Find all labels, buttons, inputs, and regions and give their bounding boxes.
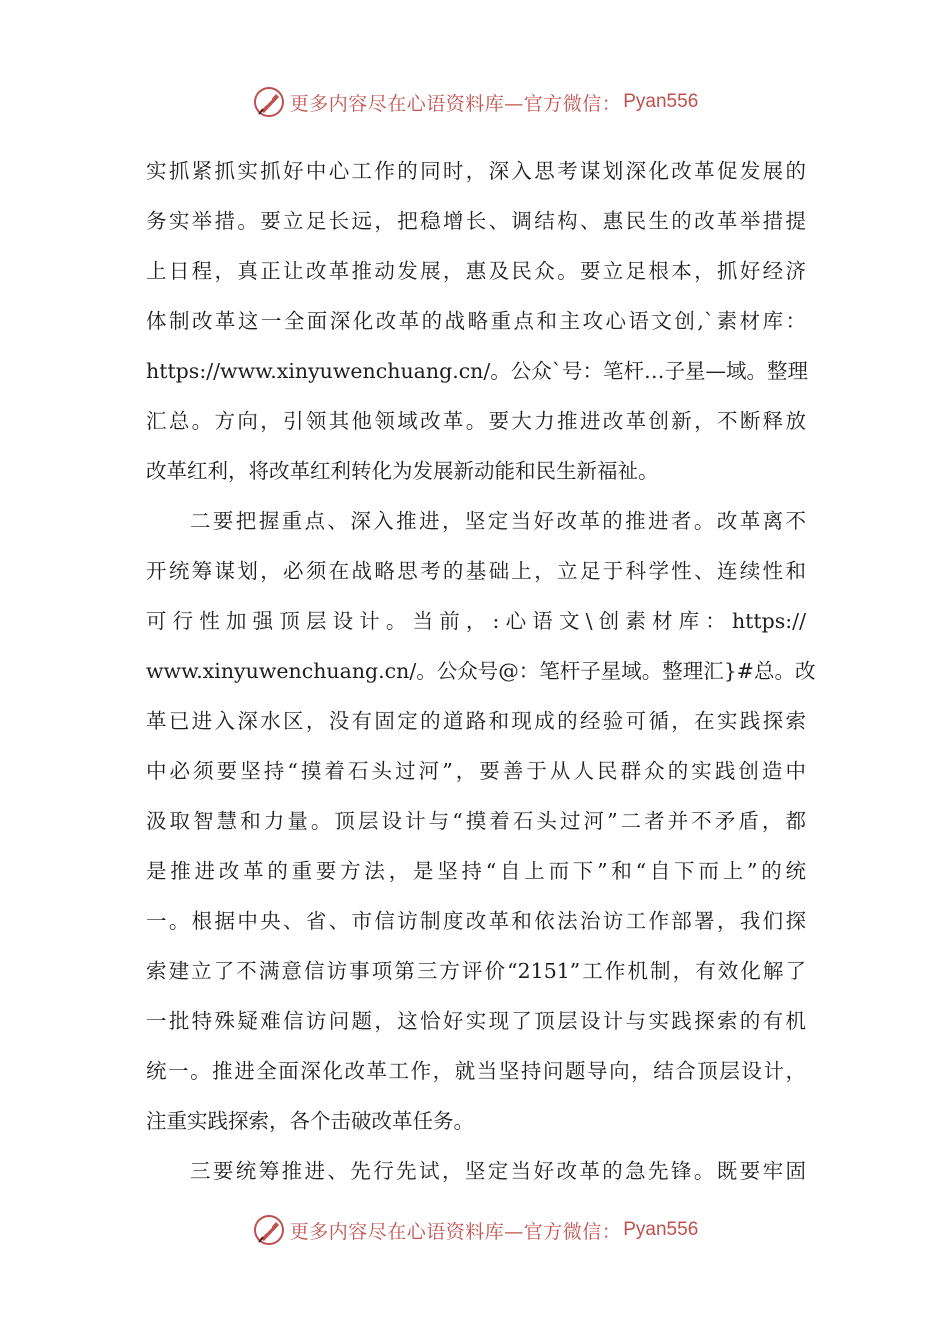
text-line: 三要统筹推进、先行先试，坚定当好改革的急先锋。既要牢固 xyxy=(190,1159,806,1183)
text-line: 开统筹谋划，必须在战略思考的基础上，立足于科学性、连续性和 xyxy=(146,559,806,583)
text-line: 汇总。方向，引领其他领域改革。要大力推进改革创新，不断释放 xyxy=(146,409,806,433)
quill-pen-logo-icon xyxy=(252,85,286,119)
text-line: 中必须要坚持“摸着石头过河”，要善于从人民群众的实践创造中 xyxy=(146,759,806,783)
text-line: 统一。推进全面深化改革工作，就当坚持问题导向，结合顶层设计， xyxy=(146,1059,806,1083)
text-line: www.xinyuwenchuang.cn/。公众号@：笔杆子星域。整理汇}#总。改 xyxy=(146,659,816,683)
banner-wechat-id: Pyan556 xyxy=(623,1219,699,1240)
text-line: 是推进改革的重要方法，是坚持“自上而下”和“自下而上”的统 xyxy=(146,859,806,883)
banner-wechat-id: Pyan556 xyxy=(623,91,699,112)
paragraph xyxy=(146,146,809,496)
text-line: 革已进入深水区，没有固定的道路和现成的经验可循，在实践探索 xyxy=(146,709,806,733)
footer-banner xyxy=(0,1210,950,1250)
text-line: 体制改革这一全面深化改革的战略重点和主攻心语文创,`素材库： xyxy=(146,309,806,333)
text-line: 索建立了不满意信访事项第三方评价“2151”工作机制，有效化解了 xyxy=(146,959,806,983)
text-line: 改革红利，将改革红利转化为发展新动能和民生新福祉。 xyxy=(146,459,659,483)
text-line: 汲取智慧和力量。顶层设计与“摸着石头过河”二者并不矛盾，都 xyxy=(146,809,806,833)
banner-text: 更多内容尽在心语资料库—官方微信： xyxy=(289,1220,622,1243)
banner-text: 更多内容尽在心语资料库—官方微信： xyxy=(289,92,622,115)
document-body xyxy=(146,146,816,1196)
text-line: 实抓紧抓实抓好中心工作的同时，深入思考谋划深化改革促发展的 xyxy=(146,159,806,183)
text-line: 一批特殊疑难信访问题，这恰好实现了顶层设计与实践探索的有机 xyxy=(146,1009,806,1033)
text-line: 一。根据中央、省、市信访制度改革和依法治访工作部署，我们探 xyxy=(146,909,806,933)
paragraph xyxy=(146,496,816,1146)
text-line: 务实举措。要立足长远，把稳增长、调结构、惠民生的改革举措提 xyxy=(146,209,806,233)
text-line: 上日程，真正让改革推动发展，惠及民众。要立足根本，抓好经济 xyxy=(146,259,806,283)
header-banner xyxy=(0,82,950,122)
quill-pen-logo-icon xyxy=(252,1213,286,1247)
paragraph xyxy=(146,1146,806,1196)
text-line: https://www.xinyuwenchuang.cn/。公众`号：笔杆…子星—域。整理 xyxy=(146,359,809,383)
text-line: 二要把握重点、深入推进，坚定当好改革的推进者。改革离不 xyxy=(190,509,806,533)
text-line: 可行性加强顶层设计。当前，:心语文\创素材库：https:// xyxy=(146,609,806,633)
text-line: 注重实践探索，各个击破改革任务。 xyxy=(146,1109,474,1133)
